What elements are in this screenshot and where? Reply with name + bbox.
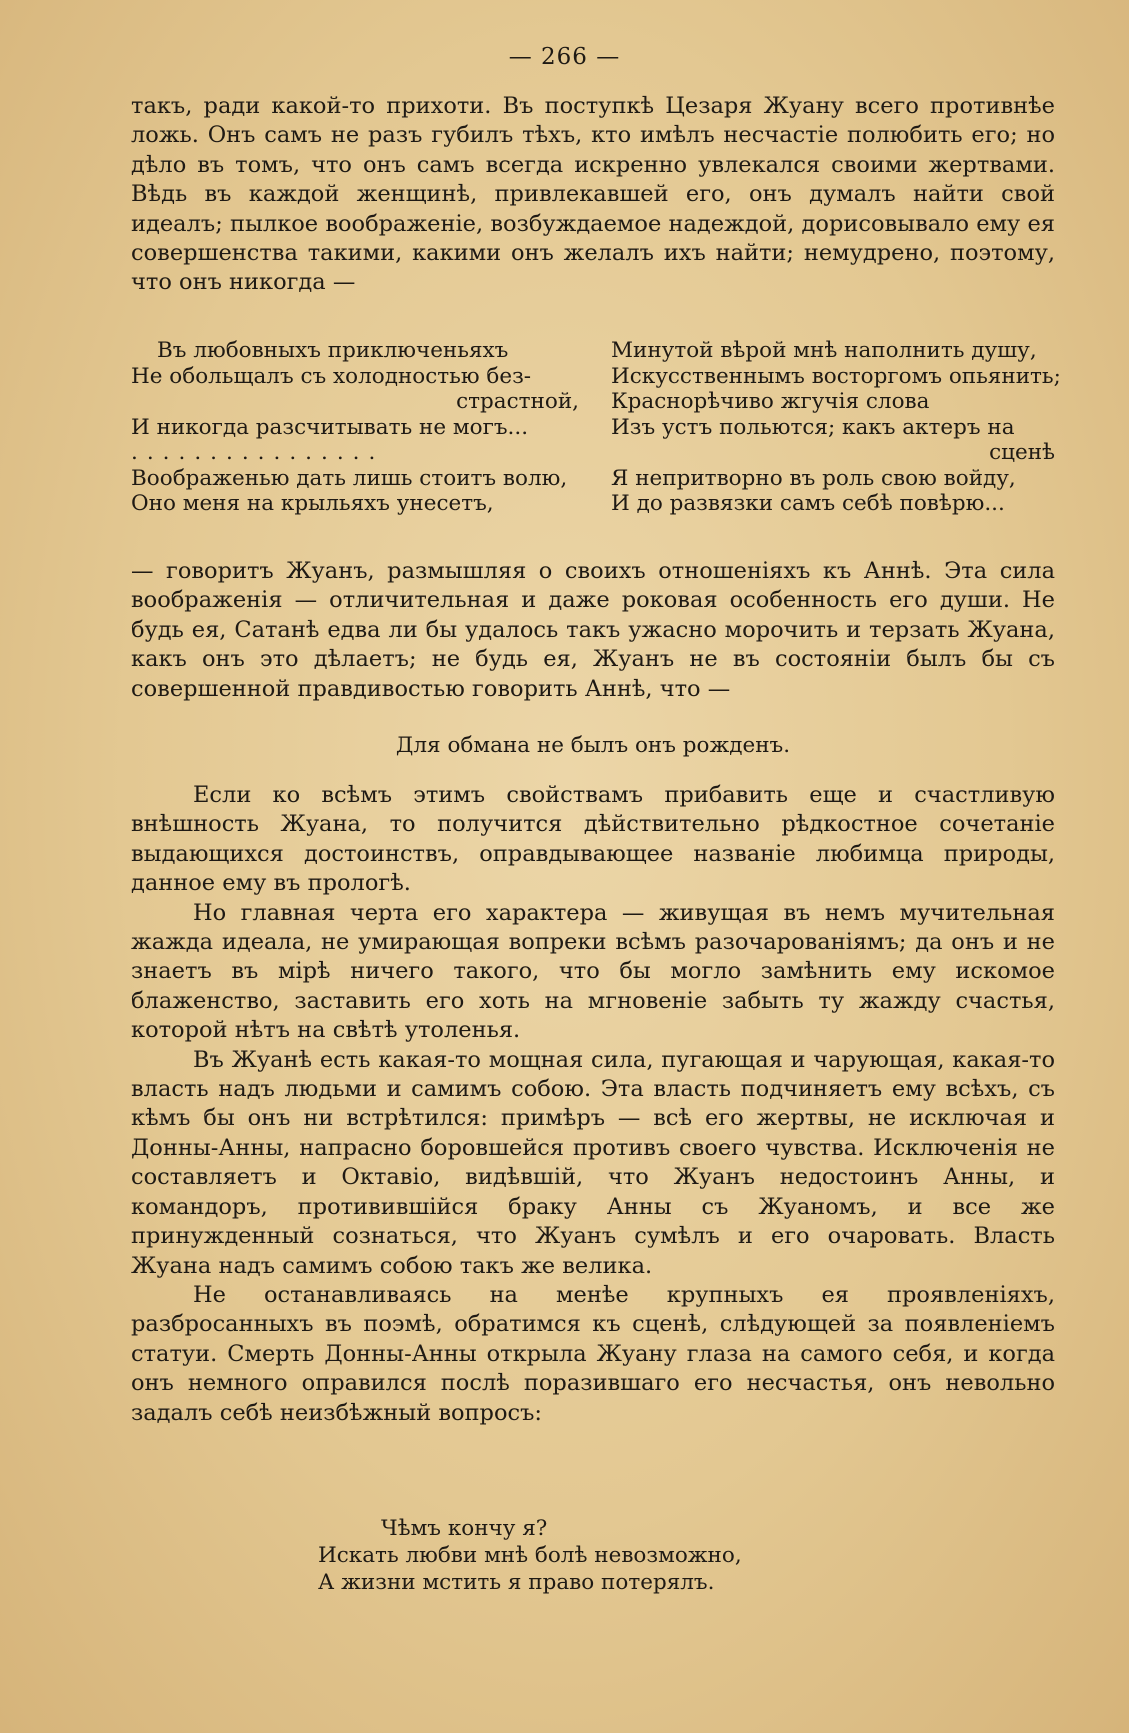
verse-right-column (611, 338, 1061, 517)
verse-line: Воображенью дать лишь стоитъ волю, (131, 465, 568, 491)
quote-line: Для обмана не былъ онъ рожденъ. (395, 733, 791, 758)
ellipsis-divider: ................ (131, 440, 385, 465)
verse-line: А жизни мстить я право потерялъ. (318, 1570, 715, 1595)
verse-columns (131, 338, 1061, 548)
paragraph-imagination (131, 557, 1055, 704)
verse-line: Искать любви мнѣ болѣ невозможно, (318, 1543, 742, 1568)
paragraph-text: — говоритъ Жуанъ, размышляя о своихъ отношеніяхъ къ Аннѣ. Эта сила воображенія — отличительная и даже роковая особенность его души. Не будь ея, Сатанѣ едва ли бы удалось такъ ужасно морочить и терзать Жуана, какъ онъ это дѣлаетъ; не будь ея, Жуанъ не въ состояніи былъ бы съ совершенной правдивостью говорить Аннѣ, что — (131, 558, 1055, 702)
page-number: — 266 — (508, 44, 621, 70)
verse-line: И до развязки самъ себѣ повѣрю... (611, 491, 1005, 516)
verse-line: Не обольщалъ съ холодностью без- (131, 363, 532, 389)
paragraph-text: Если ко всѣмъ этимъ свойствамъ прибавить еще и счастливую внѣшность Жуана, то получится дѣйствительно рѣдкостное сочетаніе выдающихся достоинствъ, оправдывающее названіе любимца природы, данное ему въ прологѣ. (131, 782, 1055, 897)
verse-line: Изъ устъ польются; какъ актеръ на (611, 414, 1015, 440)
verse-line: Краснорѣчиво жгучія слова (611, 389, 930, 414)
verse-line: Минутой вѣрой мнѣ наполнить душу, (611, 338, 1037, 363)
verse-left-column (131, 338, 579, 517)
verse-line: Въ любовныхъ приключеньяхъ (157, 338, 509, 363)
verse-line: Искусственнымъ восторгомъ опьянить; (611, 363, 1061, 389)
paragraph-text: такъ, ради какой-то прихоти. Въ поступкѣ Цезаря Жуану всего противнѣе ложь. Онъ самъ не разъ губилъ тѣхъ, кто имѣлъ несчастіе полюбить его; но дѣло въ томъ, что онъ самъ всегда искренно увлекался своими жертвами. Вѣдь въ каждой женщинѣ, привлекавшей его, онъ думалъ найти свой идеалъ; пылкое воображеніе, возбуждаемое надеждой, дорисовывало ему ея совершенства такими, какими онъ желалъ ихъ найти; немудрено, поэтому, что онъ никогда — (131, 93, 1055, 296)
verse-line: Я непритворно въ роль свою войду, (611, 465, 1016, 491)
paragraph-text: Въ Жуанѣ есть какая-то мощная сила, пугающая и чарующая, какая-то власть надъ людьми и самимъ собою. Эта власть подчиняетъ ему всѣхъ, съ кѣмъ бы онъ ни встрѣтился: примѣръ — всѣ его жертвы, не исключая и Донны-Анны, напрасно боровшейся противъ своего чувства. Исключенія не составляетъ и Октавіо, видѣвшій, что Жуанъ недостоинъ Анны, и командоръ, противившійся браку Анны съ Жуаномъ, и все же принужденный сознаться, что Жуанъ сумѣлъ и его очаровать. Власть Жуана надъ самимъ собою такъ же велика. (131, 1046, 1055, 1279)
verse-line: сценѣ (989, 440, 1055, 465)
verse-line: Чѣмъ кончу я? (381, 1516, 548, 1541)
main-body (131, 781, 1055, 1428)
verse-line: Оно меня на крыльяхъ унесетъ, (131, 491, 494, 516)
paragraph-intro (131, 92, 1055, 298)
paragraph-text: Не останавливаясь на менѣе крупныхъ ея проявленіяхъ, разбросанныхъ въ поэмѣ, обратимся къ сценѣ, слѣдующей за появленіемъ статуи. Смерть Донны-Анны открыла Жуану глаза на самого себя, и когда онъ немного оправился послѣ поразившаго его несчастья, онъ невольно задалъ себѣ неизбѣжный вопросъ: (131, 1281, 1055, 1426)
verse-line: страстной, (456, 389, 579, 414)
verse-line: И никогда разсчитывать не могъ... (131, 414, 529, 440)
paragraph-text: Но главная черта его характера — живущая въ немъ мучительная жажда идеала, не умирающая вопреки всѣмъ разочарованіямъ; да онъ и не знаетъ въ мірѣ ничего такого, что бы могло замѣнить ему искомое блаженство, заставить его хоть на мгновеніе забыть ту жажду счастья, которой нѣтъ на свѣтѣ утоленья. (131, 899, 1055, 1044)
closing-verse (318, 1515, 838, 1596)
